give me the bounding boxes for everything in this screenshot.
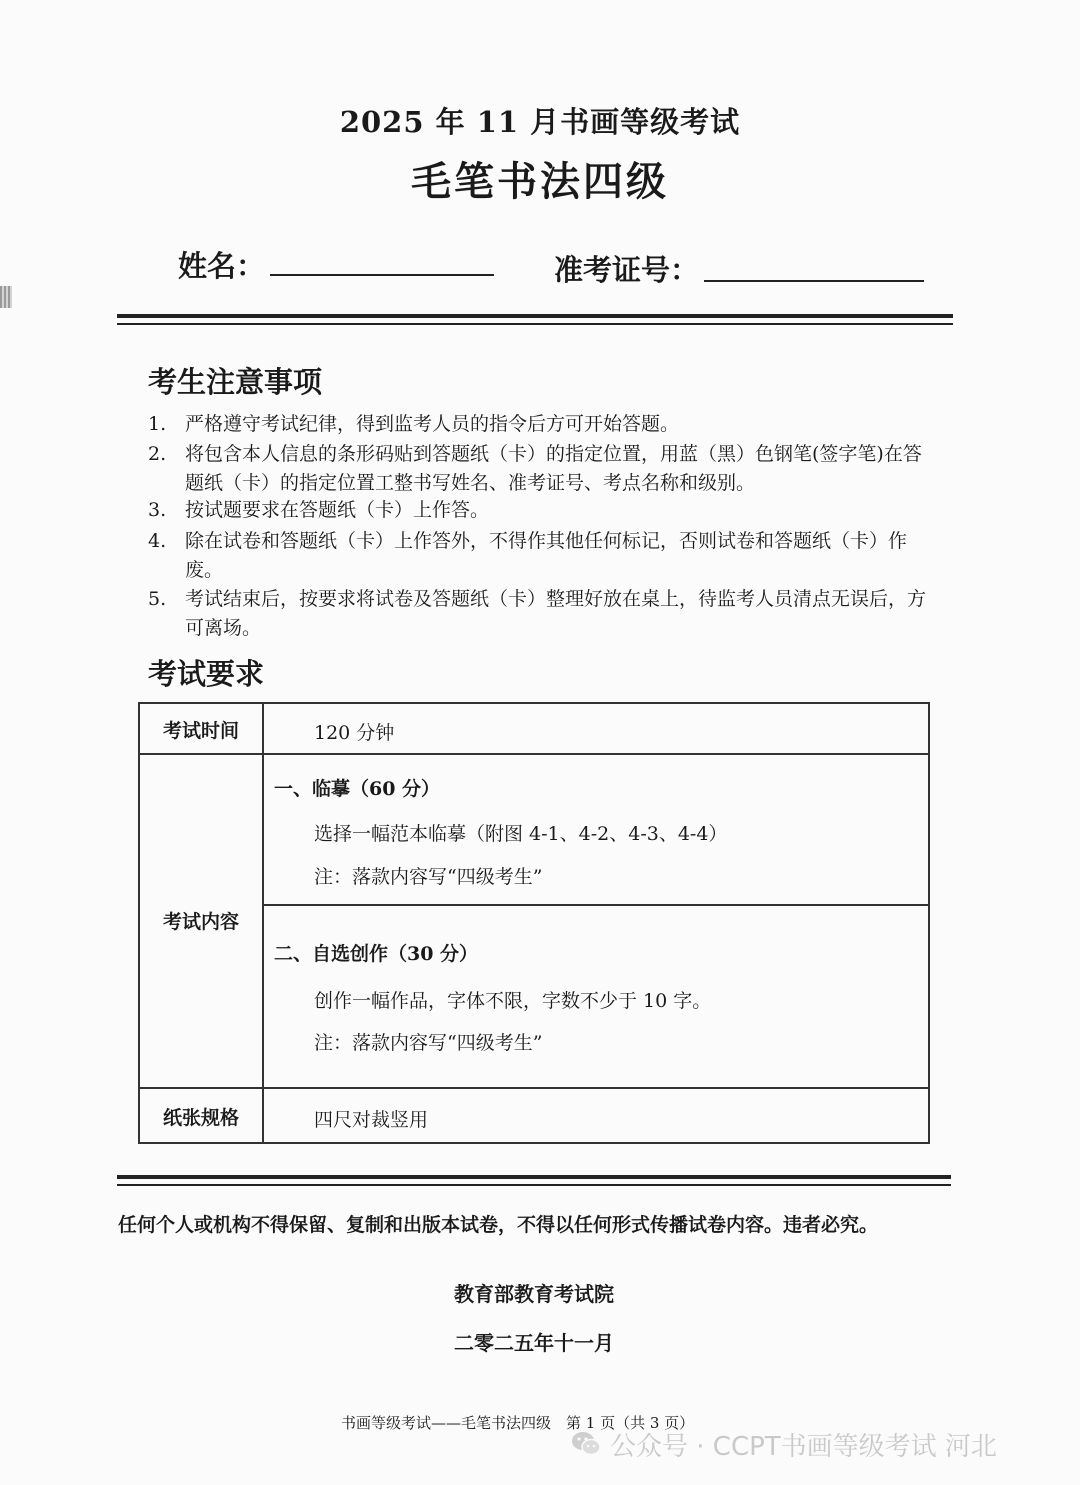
top-rule-thick (117, 314, 953, 318)
ticket-number-blank (704, 280, 924, 282)
bottom-rule-thick (117, 1175, 951, 1179)
notice-item (148, 585, 933, 643)
notice-number: 2. (148, 443, 167, 465)
table-divider-row (140, 1087, 928, 1089)
paper-value-cell: 四尺对裁竖用 (314, 1109, 429, 1131)
part1-title: 一、临摹（60 分） (274, 778, 441, 800)
watermark (570, 1424, 997, 1464)
issue-date: 二零二五年十一月 (454, 1331, 614, 1355)
notice-number: 3. (148, 499, 167, 521)
wechat-icon (570, 1428, 602, 1460)
part1-note: 注：落款内容写“四级考生” (314, 866, 543, 888)
name-blank (270, 274, 494, 276)
notice-number: 1. (148, 413, 167, 435)
page-footer: 书画等级考试——毛笔书法四级 第 1 页（共 3 页） (341, 1414, 695, 1432)
notice-text: 严格遵守考试纪律，得到监考人员的指令后方可开始答题。 (185, 413, 680, 435)
part1-instruction: 选择一幅范本临摹（附图 4-1、4-2、4-3、4-4） (314, 823, 728, 845)
ticket-number-label: 准考证号： (554, 253, 700, 287)
notice-item (148, 410, 933, 439)
name-label: 姓名： (178, 249, 266, 283)
part2-title: 二、自选创作（30 分） (274, 943, 479, 965)
part2-note: 注：落款内容写“四级考生” (314, 1032, 543, 1054)
time-label-cell: 考试时间 (162, 720, 239, 742)
table-divider-vertical (262, 704, 264, 1142)
issuer: 教育部教育考试院 (454, 1282, 614, 1306)
notice-text: 将包含本人信息的条形码贴到答题纸（卡）的指定位置，用蓝（黑）色钢笔(签字笔)在答题纸（卡）的指定位置工整书写姓名、准考证号、考点名称和级别。 (185, 443, 922, 494)
top-rule-thin (117, 323, 953, 325)
notice-item (148, 527, 933, 585)
notice-text: 按试题要求在答题纸（卡）上作答。 (185, 499, 490, 521)
subject-title: 毛笔书法四级 (411, 158, 669, 205)
part2-instruction: 创作一幅作品，字体不限，字数不少于 10 字。 (314, 990, 712, 1012)
copyright-notice: 任何个人或机构不得保留、复制和出版本试卷，不得以任何形式传播试卷内容。违者必究。 (118, 1214, 879, 1236)
content-label-cell: 考试内容 (162, 911, 239, 933)
notice-text: 考试结束后，按要求将试卷及答题纸（卡）整理好放在桌上，待监考人员清点无误后，方可离场。 (185, 588, 927, 639)
table-divider-row (140, 753, 928, 755)
notice-number: 4. (148, 530, 167, 552)
notices-heading: 考生注意事项 (148, 365, 323, 399)
requirements-heading: 考试要求 (148, 657, 265, 691)
notice-item (148, 496, 933, 525)
watermark-text: 公众号 · CCPT书画等级考试 河北 (610, 1431, 997, 1462)
notice-number: 5. (148, 588, 167, 610)
time-value-cell: 120 分钟 (314, 722, 395, 744)
notice-item (148, 440, 933, 498)
table-divider-inner (262, 904, 928, 906)
scan-edge-mark (0, 286, 12, 308)
requirements-table (138, 702, 930, 1144)
paper-label-cell: 纸张规格 (162, 1107, 239, 1129)
notice-text: 除在试卷和答题纸（卡）上作答外，不得作其他任何标记，否则试卷和答题纸（卡）作废。 (185, 530, 908, 581)
exam-title: 2025 年 11 月书画等级考试 (339, 105, 741, 139)
bottom-rule-thin (117, 1184, 951, 1186)
